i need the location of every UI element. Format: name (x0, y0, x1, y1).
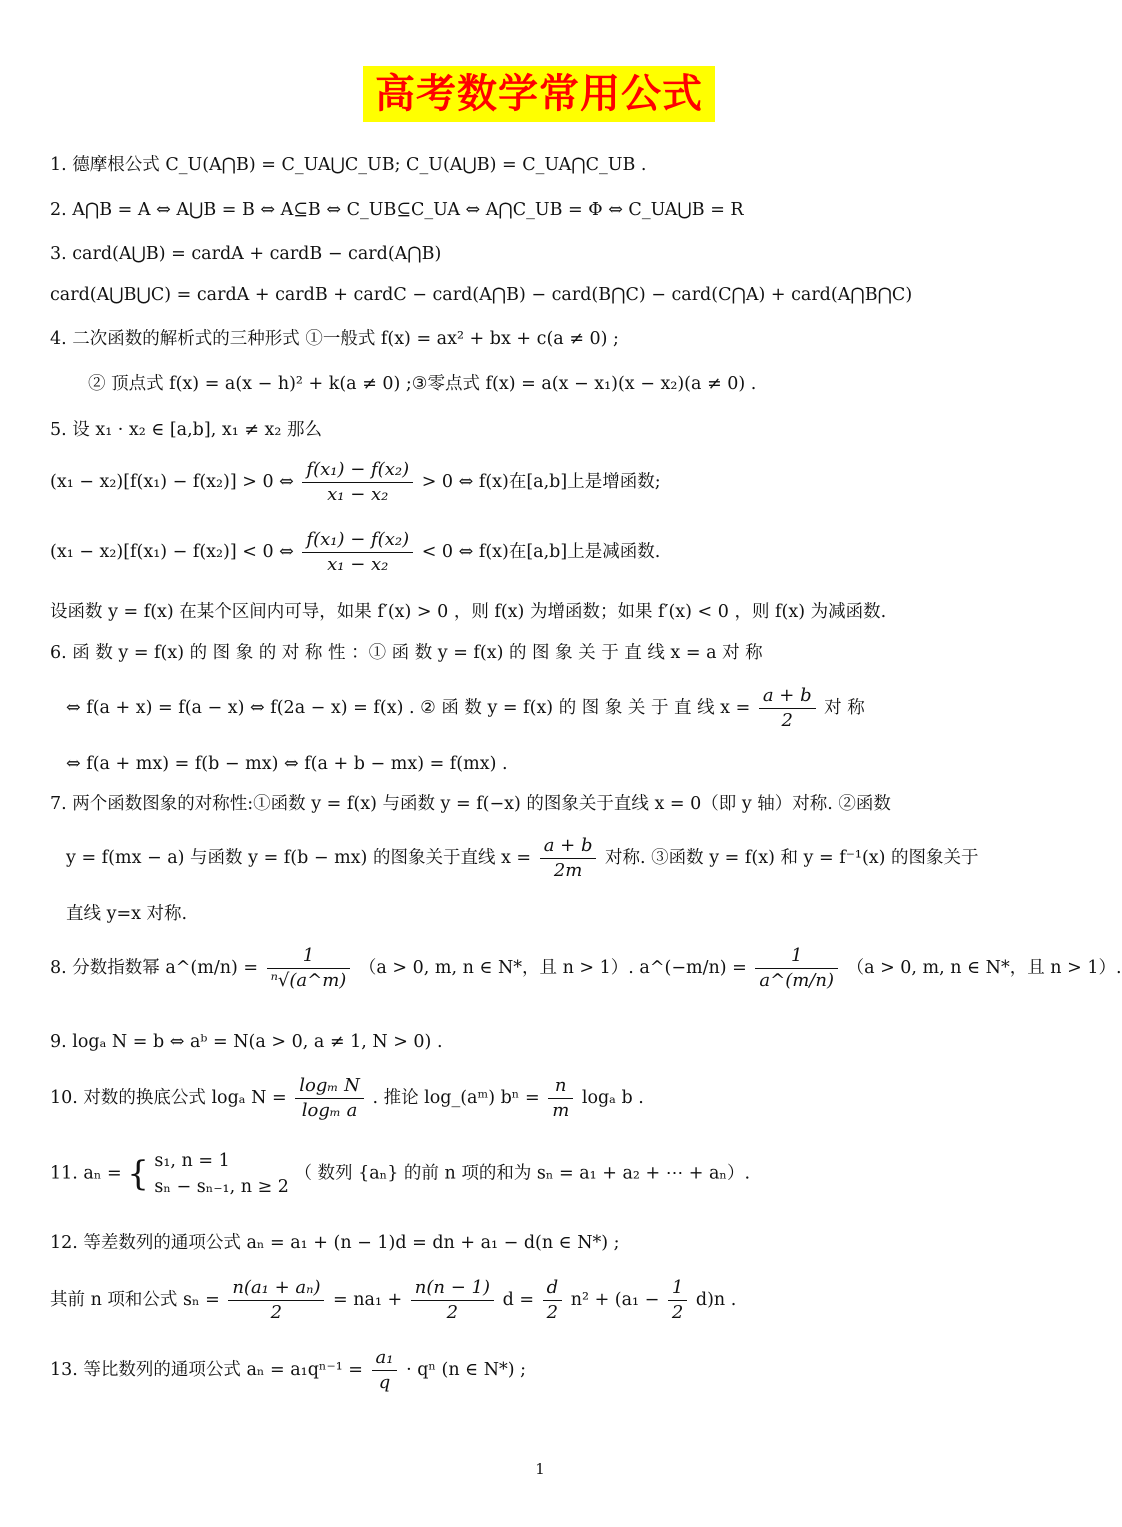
fraction-numerator: 1 (267, 944, 351, 969)
formula-11-case-1: s₁, n = 1 (154, 1151, 230, 1171)
formula-7-fraction (540, 834, 597, 883)
fraction-denominator: 2 (671, 1302, 684, 1323)
fraction-numerator: logₘ N (295, 1074, 364, 1099)
fraction-numerator: a + b (759, 684, 816, 709)
fraction-numerator: d (543, 1276, 563, 1301)
formula-3-card-three-sets: card(A⋃B⋃C) = cardA + cardB + cardC − card(A⋂B) − card(B⋂C) − card(C⋂A) + card(A⋂B⋂C) (50, 285, 913, 305)
fraction-denominator: 2 (781, 710, 793, 731)
formula-4-quadratic-general: 4. 二次函数的解析式的三种形式 ①一般式 f(x) = ax² + bx + c(a ≠ 0) ; (50, 329, 619, 349)
fraction-denominator: 2 (546, 1302, 559, 1323)
formula-7-symmetry-line (66, 834, 979, 883)
fraction-numerator: n(a₁ + aₙ) (228, 1276, 324, 1301)
formula-11-left: 11. aₙ = (50, 1163, 122, 1184)
formula-10-fraction-2 (548, 1074, 573, 1123)
fraction-denominator: 2 (270, 1302, 283, 1323)
formula-13-right: · qⁿ (n ∈ N*) ; (406, 1360, 527, 1380)
formula-10-left: 10. 对数的换底公式 logₐ N = (50, 1088, 287, 1108)
page-title: 高考数学常用公式 (363, 66, 715, 122)
formula-6-symmetry-a-right: 对 称 (824, 698, 865, 718)
formula-8-fraction-1 (267, 944, 351, 993)
formula-12-arithmetic-term: 12. 等差数列的通项公式 aₙ = a₁ + (n − 1)d = dn + a₁ − d(n ∈ N*) ; (50, 1233, 620, 1253)
formula-12-fraction-4 (668, 1276, 687, 1325)
formula-13-fraction (372, 1346, 398, 1395)
formula-6-fraction (759, 684, 816, 733)
formula-7-left: y = f(mx − a) 与函数 y = f(b − mx) 的图象关于直线 x = (66, 848, 532, 868)
fraction-numerator: a + b (540, 834, 597, 859)
formula-6-symmetry-a-left: ⇔ f(a + x) = f(a − x) ⇔ f(2a − x) = f(x) . ② 函 数 y = f(x) 的 图 象 关 于 直 线 x = (66, 698, 751, 718)
formula-13-geometric-term (50, 1346, 526, 1395)
formula-6-symmetry-a (66, 684, 865, 733)
formula-6-symmetry-b: ⇔ f(a + mx) = f(b − mx) ⇔ f(a + b − mx) = f(mx) . (66, 754, 508, 774)
fraction-numerator: a₁ (372, 1346, 398, 1371)
fraction-denominator: ⁿ√(a^m) (270, 970, 347, 991)
fraction-denominator: q (378, 1372, 391, 1393)
formula-12-sum-left: 其前 n 项和公式 sₙ = (50, 1290, 220, 1310)
formula-5-decreasing-left: (x₁ − x₂)[f(x₁) − f(x₂)] < 0 ⇔ (50, 542, 294, 562)
fraction-denominator: x₁ − x₂ (327, 484, 389, 505)
formula-11-sequence-term (50, 1148, 750, 1200)
formula-5-increasing (50, 458, 661, 507)
fraction-numerator: f(x₁) − f(x₂) (302, 458, 413, 483)
formula-12-sum-right: d)n . (695, 1290, 737, 1310)
formula-5-decreasing-fraction (302, 528, 413, 577)
formula-8-fractional-exponent (50, 944, 1122, 993)
fraction-numerator: 1 (755, 944, 838, 969)
formula-12-fraction-1 (228, 1276, 324, 1325)
formula-12-fraction-3 (543, 1276, 563, 1325)
fraction-numerator: n(n − 1) (411, 1276, 494, 1301)
formula-11-right: （ 数列 {aₙ} 的前 n 项的和为 sₙ = a₁ + a₂ + ⋯ + aₙ）. (294, 1163, 751, 1184)
formula-10-middle: . 推论 log_(aᵐ) bⁿ = (372, 1088, 540, 1108)
formula-12-sum-mid-2: d = (502, 1290, 535, 1310)
fraction-numerator: f(x₁) − f(x₂) (302, 528, 413, 553)
left-brace-icon: { (127, 1154, 149, 1194)
fraction-numerator: n (548, 1074, 573, 1099)
formula-2-set-equivalences: 2. A⋂B = A ⇔ A⋃B = B ⇔ A⊆B ⇔ C_UB⊆C_UA ⇔ A⋂C_UB = Φ ⇔ C_UA⋃B = R (50, 200, 744, 220)
formula-1-de-morgan: 1. 德摩根公式 C_U(A⋂B) = C_UA⋃C_UB; C_U(A⋃B) = C_UA⋂C_UB . (50, 155, 647, 175)
formula-7-two-functions: 7. 两个函数图象的对称性:①函数 y = f(x) 与函数 y = f(−x) 的图象关于直线 x = 0（即 y 轴）对称. ②函数 (50, 794, 891, 814)
formula-5-increasing-left: (x₁ − x₂)[f(x₁) − f(x₂)] > 0 ⇔ (50, 472, 294, 492)
formula-5-decreasing-right: < 0 ⇔ f(x)在[a,b]上是减函数. (421, 542, 661, 562)
formula-11-case-2: sₙ − sₙ₋₁, n ≥ 2 (154, 1177, 289, 1197)
formula-12-sum-mid-1: = na₁ + (333, 1290, 403, 1310)
formula-7-inverse-line: 直线 y=x 对称. (66, 904, 188, 924)
formula-5-derivative: 设函数 y = f(x) 在某个区间内可导，如果 f′(x) > 0 ，则 f(x) 为增函数；如果 f′(x) < 0 ，则 f(x) 为减函数. (50, 602, 887, 622)
formula-11-cases (154, 1148, 288, 1200)
fraction-denominator: 2m (553, 860, 583, 881)
formula-13-left: 13. 等比数列的通项公式 aₙ = a₁qⁿ⁻¹ = (50, 1360, 363, 1380)
fraction-denominator: logₘ a (301, 1100, 358, 1121)
formula-10-change-of-base (50, 1074, 644, 1123)
page-number: 1 (535, 1460, 545, 1478)
formula-6-symmetry-intro: 6. 函 数 y = f(x) 的 图 象 的 对 称 性 ：① 函 数 y = f(x) 的 图 象 关 于 直 线 x = a 对 称 (50, 643, 763, 663)
formula-3-card-two-sets: 3. card(A⋃B) = cardA + cardB − card(A⋂B) (50, 244, 442, 264)
fraction-denominator: x₁ − x₂ (327, 554, 389, 575)
fraction-denominator: m (552, 1100, 570, 1121)
formula-12-sum-mid-3: n² + (a₁ − (570, 1290, 660, 1310)
formula-12-arithmetic-sum (50, 1276, 736, 1325)
formula-5-decreasing (50, 528, 660, 577)
fraction-denominator: a^(m/n) (759, 970, 834, 991)
formula-4-quadratic-vertex-zero: ② 顶点式 f(x) = a(x − h)² + k(a ≠ 0) ;③零点式 f(x) = a(x − x₁)(x − x₂)(a ≠ 0) . (88, 374, 757, 394)
formula-10-fraction-1 (295, 1074, 364, 1123)
formula-5-intro: 5. 设 x₁ · x₂ ∈ [a,b], x₁ ≠ x₂ 那么 (50, 420, 322, 440)
formula-9-logarithm: 9. logₐ N = b ⇔ aᵇ = N(a > 0, a ≠ 1, N > 0) . (50, 1032, 443, 1052)
formula-8-left: 8. 分数指数幂 a^(m/n) = (50, 958, 259, 978)
formula-8-fraction-2 (755, 944, 838, 993)
fraction-denominator: 2 (446, 1302, 459, 1323)
formula-7-right: 对称. ③函数 y = f(x) 和 y = f⁻¹(x) 的图象关于 (605, 848, 979, 868)
formula-10-right: logₐ b . (581, 1088, 644, 1108)
formula-8-middle: （a > 0, m, n ∈ N*，且 n > 1）. a^(−m/n) = (358, 958, 747, 978)
fraction-numerator: 1 (668, 1276, 687, 1301)
formula-8-right: （a > 0, m, n ∈ N*，且 n > 1）. (846, 958, 1122, 978)
formula-5-increasing-right: > 0 ⇔ f(x)在[a,b]上是增函数; (421, 472, 661, 492)
formula-12-fraction-2 (411, 1276, 494, 1325)
formula-5-increasing-fraction (302, 458, 413, 507)
